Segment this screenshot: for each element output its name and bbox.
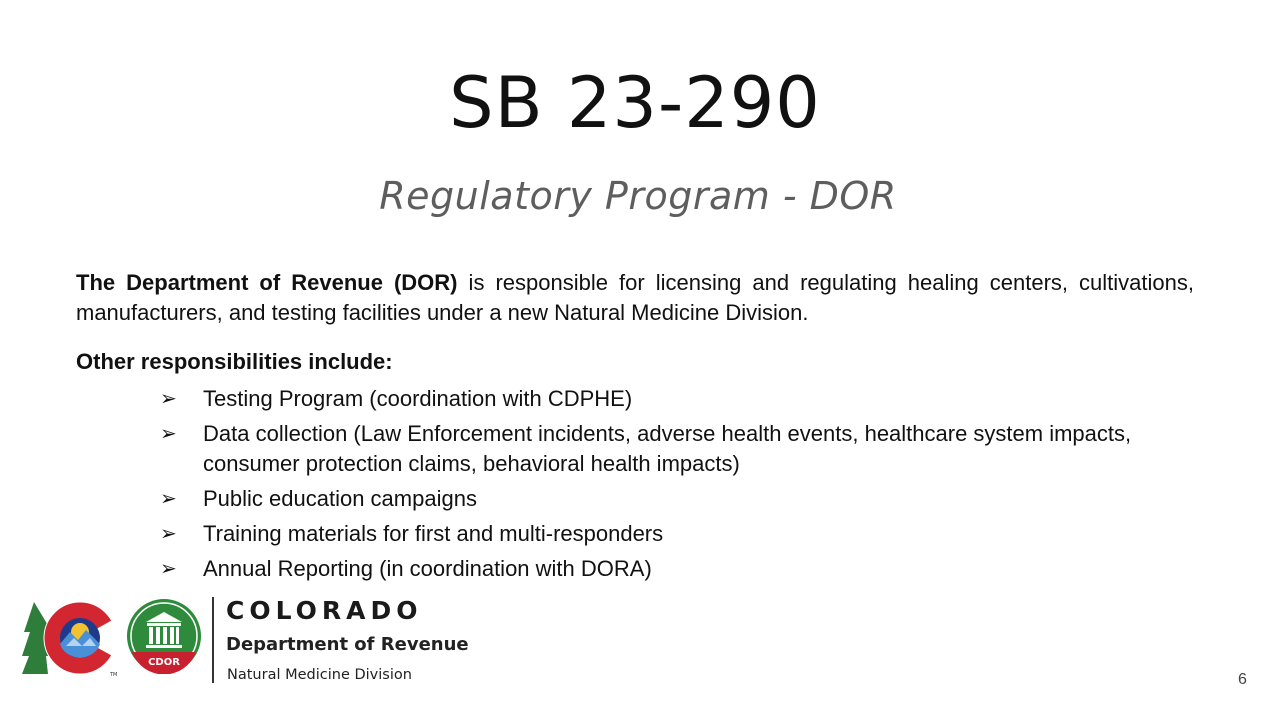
list-item-text: Testing Program (coordination with CDPHE) — [203, 386, 633, 411]
slide-subtitle: Regulatory Program - DOR — [379, 174, 897, 218]
department-name: Department of Revenue — [226, 634, 469, 655]
other-responsibilities-heading: Other responsibilities include: — [76, 349, 393, 374]
list-item — [160, 519, 1160, 549]
list-item — [160, 554, 1160, 584]
cdor-logo-icon — [126, 598, 202, 674]
intro-bold: The Department of Revenue (DOR) — [76, 270, 458, 295]
arrow-bullet-icon: ➢ — [160, 520, 177, 545]
responsibilities-list — [160, 384, 1160, 589]
slide-title: SB 23-290 — [449, 62, 821, 144]
footer-divider — [212, 597, 214, 683]
page-number: 6 — [1238, 671, 1247, 688]
trademark-mark: TM — [110, 672, 118, 678]
list-item-text: Training materials for first and multi-responders — [203, 520, 664, 546]
arrow-bullet-icon: ➢ — [160, 386, 177, 410]
list-item — [160, 384, 1160, 414]
list-item-text: Public education campaigns — [203, 485, 477, 511]
brand-name: COLORADO — [226, 596, 423, 625]
arrow-bullet-icon: ➢ — [160, 485, 177, 510]
list-item-text: Data collection (Law Enforcement incidents, adverse health events, healthcare system impacts, consumer protection claims, behavioral health impacts) — [203, 421, 1132, 476]
cdor-label: CDOR — [148, 657, 180, 668]
division-name: Natural Medicine Division — [227, 667, 412, 683]
list-item-text: Annual Reporting (in coordination with DORA) — [203, 555, 652, 581]
intro-rest: is responsible for licensing and regulating healing centers, cultivations, manufacturers, and testing facilities under a new Natural Medicine Division. — [76, 270, 1194, 325]
list-item — [160, 419, 1160, 478]
intro-paragraph — [76, 268, 1194, 328]
footer-branding — [0, 590, 1280, 720]
colorado-logo-icon — [22, 598, 122, 678]
arrow-bullet-icon: ➢ — [160, 421, 177, 445]
list-item — [160, 484, 1160, 514]
arrow-bullet-icon: ➢ — [160, 555, 177, 580]
